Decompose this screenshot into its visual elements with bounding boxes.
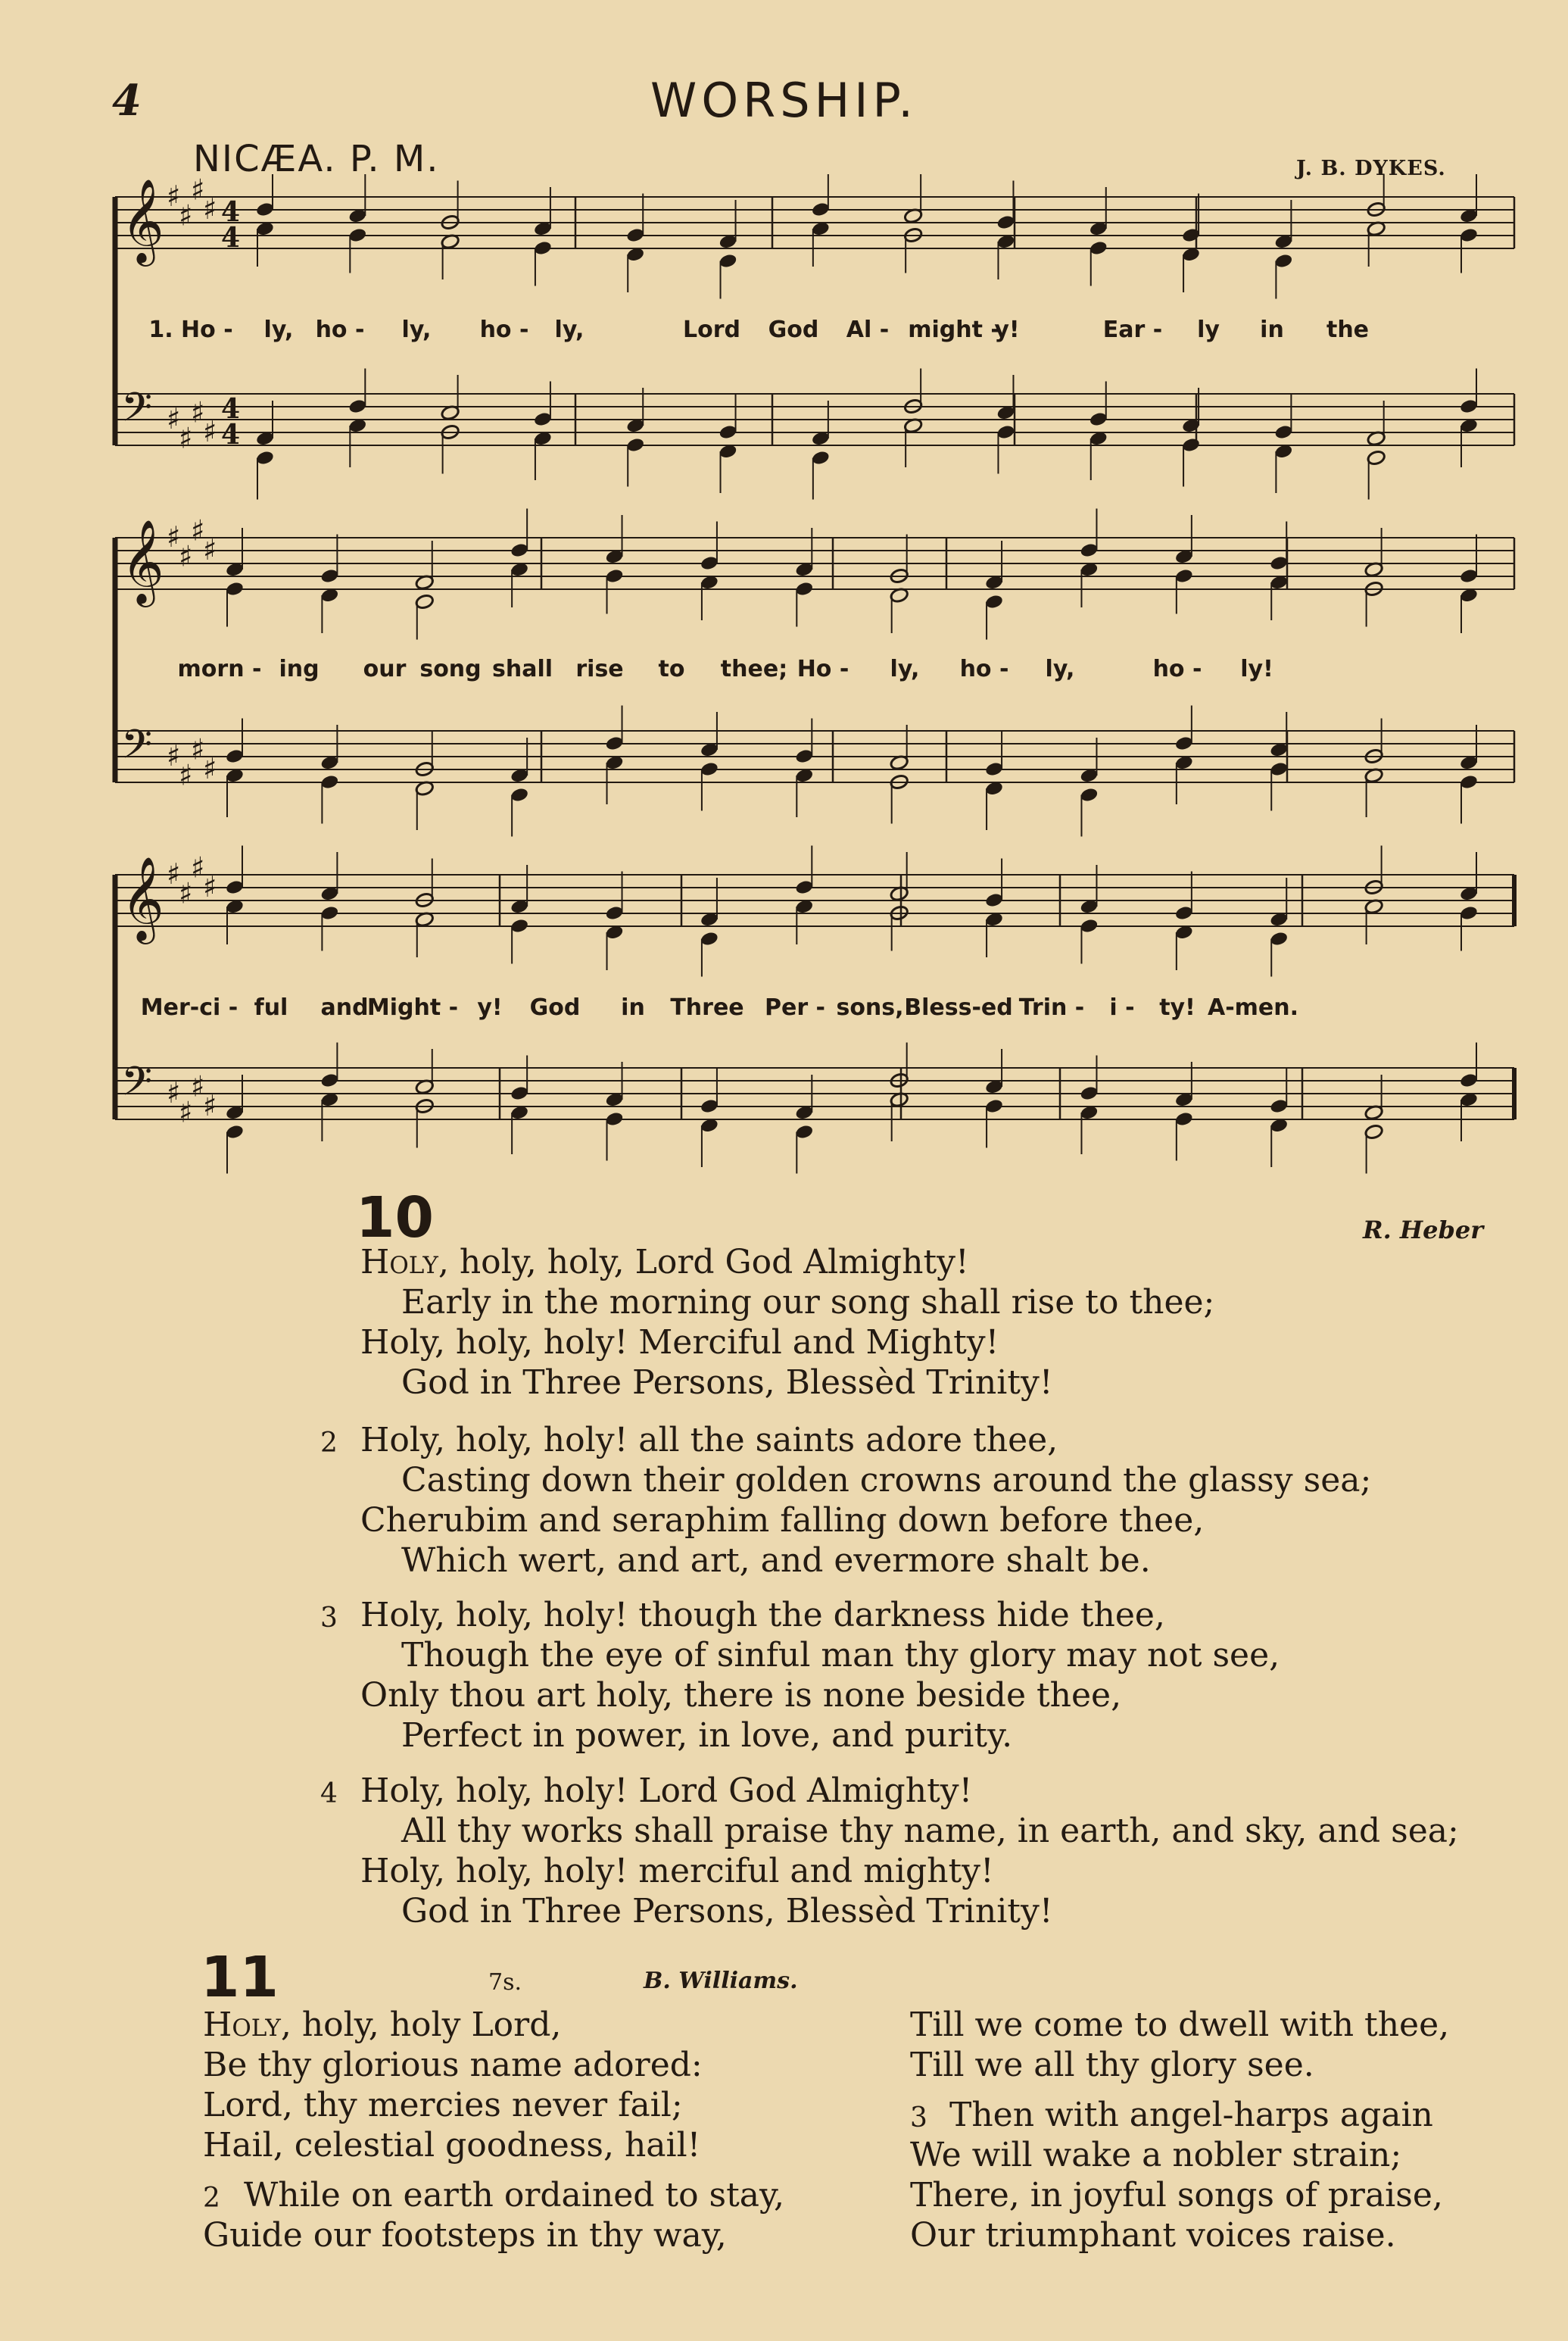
lyric-syllable: our [363,656,407,682]
lyric-syllable: Lord [683,317,740,343]
time-signature-top: 4 [221,393,241,425]
hymn-10-line: Cherubim and seraphim falling down before thee, [360,1501,1205,1540]
hymn-10-line: Though the eye of sinful man thy glory may not see, [401,1636,1280,1675]
hymn-11-v2-line-3: Till we come to dwell with thee, [910,2005,1450,2044]
hymn-11-v3-line-2: We will wake a nobler strain; [910,2136,1402,2174]
hymn-10-line: God in Three Persons, Blessèd Trinity! [401,1363,1053,1402]
hymn-10-line: Only thou art holy, there is none beside thee, [360,1676,1122,1715]
lyric-syllable: Mer-ci - [140,994,238,1021]
sharp-icon: ♯ [203,415,217,448]
lyric-syllable: ho - [315,317,365,343]
hymn-10-line: Holy, holy, holy! merciful and mighty! [360,1852,994,1890]
lyric-syllable: the [1326,317,1370,343]
lyric-syllable: ho - [959,656,1009,682]
lyric-syllable: ho - [479,317,529,343]
lyric-syllable: ty! [1159,994,1195,1021]
sharp-icon: ♯ [179,198,193,233]
time-signature-bottom: 4 [221,222,241,254]
hymn-number-10: 10 [356,1185,434,1250]
hymn-10-author: R. Heber [1363,1216,1484,1244]
sharp-icon: ♯ [191,395,205,429]
time-signature-top: 4 [221,196,241,228]
lyrics-line-3 [114,994,1537,1025]
hymn-11-v2-line-4: Till we all thy glory see. [910,2046,1314,2084]
hymn-10-line: Early in the morning our song shall rise to thee; [401,1283,1215,1322]
lyric-syllable: ly [1197,317,1220,343]
lyric-syllable: morn - [177,656,262,682]
sharp-icon: ♯ [203,752,217,785]
lyric-syllable: A-men. [1207,994,1299,1021]
hymn-number-11: 11 [201,1945,279,2010]
lyric-syllable: and [320,994,369,1021]
hymn-10-line: Perfect in power, in love, and purity. [401,1716,1013,1755]
tune-name: NICÆA. P. M. [193,138,440,180]
page-number: 4 [112,76,142,126]
lyric-syllable: Trin - [1018,994,1085,1021]
lyric-syllable: rise [575,656,624,682]
hymn-11-v1-line-2: Be thy glorious name adored: [203,2046,703,2084]
hymn-10-line: All thy works shall praise thy name, in earth, and sky, and sea; [401,1812,1459,1850]
sharp-icon: ♯ [179,876,193,910]
hymn-11-v3-line-1: Then with angel-harps again [949,2096,1433,2134]
lyric-syllable: ly, [1045,656,1075,682]
hymn-11-author: B. Williams. [644,1968,798,1994]
hymn-10-line: Holy, holy, holy! though the darkness hide thee, [360,1596,1165,1634]
composer: J. B. DYKES. [1296,157,1446,180]
hymn-10-line: Casting down their golden crowns around the glassy sea; [401,1461,1372,1500]
hymn-11-v2-line-1: While on earth ordained to stay, [244,2176,785,2215]
lyric-syllable: ly! [1240,656,1273,682]
lyric-syllable: Three [670,994,744,1021]
lyric-syllable: ly, [890,656,920,682]
sharp-icon: ♯ [167,520,181,554]
lyric-syllable: ho - [1152,656,1202,682]
sharp-icon: ♯ [203,870,217,904]
hymn-10-line: Holy, holy, holy! all the saints adore thee, [360,1421,1058,1459]
sharp-icon: ♯ [167,402,181,435]
sharp-icon: ♯ [191,513,205,548]
sharp-icon: ♯ [191,851,205,885]
lyric-syllable: ly, [401,317,432,343]
sharp-icon: ♯ [167,1076,181,1110]
lyric-syllable: y! [477,994,503,1021]
sharp-icon: ♯ [191,732,205,766]
hymn-10-verse-number: 3 [320,1603,338,1634]
lyric-syllable: Ear - [1102,317,1163,343]
sharp-icon: ♯ [203,1089,217,1122]
lyric-syllable: might - [908,317,1000,343]
lyric-syllable: ing [279,656,320,682]
hymn-11-v1-line-4: Hail, celestial goodness, hail! [203,2126,701,2165]
lyric-syllable: y! [994,317,1020,343]
lyric-syllable: 1. Ho - [148,317,233,343]
treble-clef-icon: 𝄞 [121,856,164,941]
sharp-icon: ♯ [203,192,217,226]
lyric-syllable: God [768,317,819,343]
lyric-syllable: ly, [554,317,584,343]
sharp-icon: ♯ [167,179,181,213]
bass-clef-icon: 𝄢 [121,1059,153,1115]
bass-clef-icon: 𝄢 [121,385,153,441]
hymn-11-verse-3-number: 3 [910,2102,927,2133]
lyric-syllable: shall [491,656,553,682]
hymn-10-line: Holy, holy, holy, Lord God Almighty! [360,1243,969,1281]
lyrics-line-2 [114,656,1537,686]
lyric-syllable: God [529,994,581,1021]
hymn-11-v1-line-3: Lord, thy mercies never fail; [203,2086,683,2124]
hymn-11-verse-2-number: 2 [203,2183,220,2214]
sharp-icon: ♯ [191,174,205,207]
treble-clef-icon: 𝄞 [121,178,164,263]
sharp-icon: ♯ [179,421,193,455]
lyric-syllable: ful [254,994,288,1021]
sharp-icon: ♯ [167,739,181,773]
lyric-syllable: i - [1109,994,1135,1021]
hymn-10-line: Which wert, and art, and evermore shalt be. [401,1541,1151,1580]
lyric-syllable: in [1260,317,1284,343]
lyric-syllable: sons, [836,994,904,1021]
lyric-syllable: Per - [764,994,826,1021]
hymn-10-verse-number: 2 [320,1428,338,1459]
lyric-syllable: in [621,994,645,1021]
lyric-syllable: Al - [846,317,890,343]
hymn-11-v3-line-3: There, in joyful songs of praise, [910,2176,1443,2215]
hymn-10-verse-number: 4 [320,1778,338,1809]
hymn-10-line: God in Three Persons, Blessèd Trinity! [401,1892,1053,1931]
time-signature-bottom: 4 [221,419,241,451]
hymn-11-v1-line-1: Holy, holy, holy Lord, [203,2005,562,2044]
section-title: WORSHIP. [650,73,918,128]
sharp-icon: ♯ [179,539,193,573]
lyric-syllable: thee; [720,656,788,682]
lyrics-line-1 [114,317,1537,347]
hymn-10-line: Holy, holy, holy! Lord God Almighty! [360,1771,973,1810]
lyric-syllable: Ho - [796,656,849,682]
sharp-icon: ♯ [179,1095,193,1129]
sharp-icon: ♯ [203,533,217,567]
lyric-syllable: Might - [366,994,459,1021]
treble-clef-icon: 𝄞 [121,519,164,604]
hymn-11-v3-line-4: Our triumphant voices raise. [910,2216,1396,2255]
sharp-icon: ♯ [167,857,181,891]
bass-clef-icon: 𝄢 [121,722,153,778]
lyric-syllable: ly, [263,317,294,343]
hymn-10-line: Holy, holy, holy! Merciful and Mighty! [360,1323,999,1362]
lyric-syllable: song [419,656,482,682]
lyric-syllable: to [658,656,685,682]
sharp-icon: ♯ [191,1069,205,1103]
hymn-11-v2-line-2: Guide our footsteps in thy way, [203,2216,727,2255]
sharp-icon: ♯ [179,758,193,792]
hymn-11-meter: 7s. [488,1969,522,1996]
lyric-syllable: Bless-ed [904,994,1013,1021]
